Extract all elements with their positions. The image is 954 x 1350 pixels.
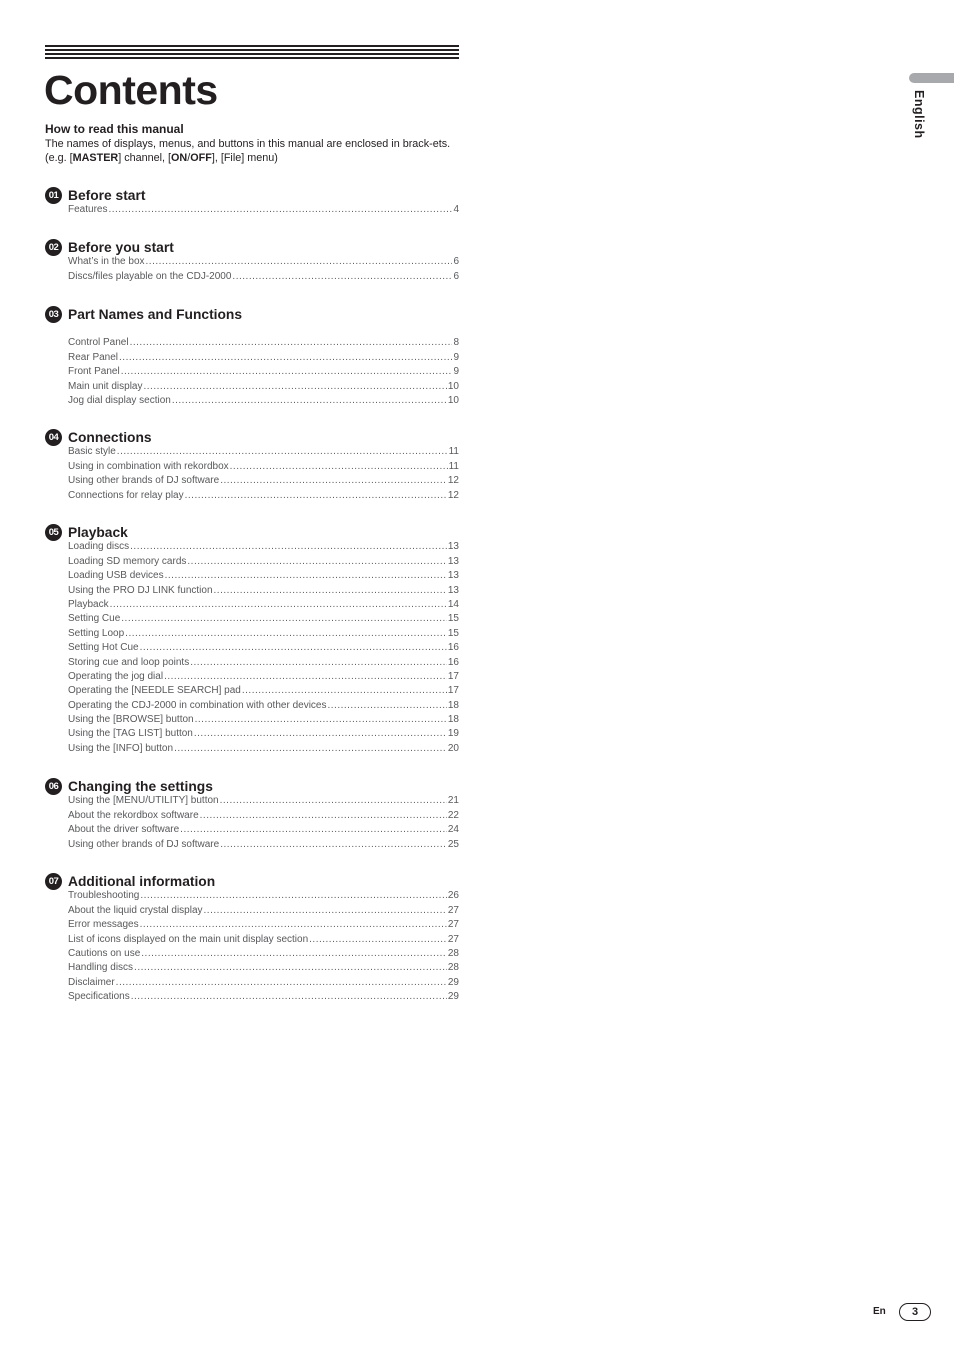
toc-entry-page: 15 [447, 613, 459, 625]
title-rule [45, 45, 459, 59]
toc-entry-page: 18 [447, 699, 459, 711]
section-title: Part Names and Functions [68, 306, 243, 322]
toc-entry[interactable] [68, 835, 459, 849]
dot-leader [220, 475, 447, 486]
toc-entry-page: 22 [447, 809, 459, 821]
toc-entry[interactable] [68, 930, 459, 944]
toc-entry[interactable] [68, 973, 459, 987]
toc-section [45, 238, 459, 282]
toc-entry[interactable] [68, 887, 459, 901]
toc-entry-page: 4 [453, 204, 459, 216]
toc-entry[interactable] [68, 610, 459, 624]
page-title: Contents [44, 67, 218, 113]
intro-text: The names of displays, menus, and buttons in this manual are enclosed in brack-ets. (e.g. [MASTER] channel, [ON/OFF], [File] menu) [45, 138, 451, 164]
section-title: Connections [68, 429, 152, 445]
toc-entry-page: 26 [447, 890, 459, 902]
toc-entry-label: Setting Cue [68, 613, 121, 625]
intro-heading: How to read this manual [45, 122, 184, 136]
toc-entry-page: 13 [447, 570, 459, 582]
dot-leader [204, 905, 447, 916]
toc-entry-label: Troubleshooting [68, 890, 140, 902]
toc-entry[interactable] [68, 472, 459, 486]
dot-leader [195, 714, 447, 725]
toc-entry-page: 10 [447, 394, 459, 406]
toc-entry[interactable] [68, 348, 459, 362]
toc-entry[interactable] [68, 624, 459, 638]
toc-entry-page: 28 [447, 962, 459, 974]
toc-entry[interactable] [68, 639, 459, 653]
toc-entry[interactable] [68, 201, 459, 215]
toc-entry-page: 11 [448, 446, 459, 458]
dot-leader [232, 271, 452, 282]
toc-entry-label: Playback [68, 598, 109, 610]
toc-entry[interactable] [68, 792, 459, 806]
dot-leader [190, 657, 447, 668]
toc-entry-page: 16 [447, 642, 459, 654]
toc-entry[interactable] [68, 725, 459, 739]
toc-entry[interactable] [68, 552, 459, 566]
toc-entry-page: 12 [447, 489, 459, 501]
toc-entry[interactable] [68, 711, 459, 725]
dot-leader [130, 541, 447, 552]
toc-section [45, 777, 459, 850]
toc-entry-label: Jog dial display section [68, 394, 171, 406]
toc-entry-page: 12 [447, 475, 459, 487]
toc-section [45, 872, 459, 1002]
toc-section [45, 428, 459, 501]
toc-entry[interactable] [68, 696, 459, 710]
toc-entry-page: 24 [447, 824, 459, 836]
toc-entry-label: Cautions on use [68, 947, 141, 959]
toc-entry-page: 13 [447, 584, 459, 596]
toc-entry-label: Loading discs [68, 541, 130, 553]
toc-entry[interactable] [68, 596, 459, 610]
section-title: Additional information [68, 873, 216, 889]
dot-leader [130, 337, 453, 348]
toc-entry-label: Main unit display [68, 380, 143, 392]
dot-leader [327, 700, 446, 711]
dot-leader [117, 446, 448, 457]
toc-entry-label: Connections for relay play [68, 489, 184, 501]
toc-entry-page: 29 [447, 976, 459, 988]
toc-entry-label: Using the [TAG LIST] button [68, 728, 193, 740]
toc-entry[interactable] [68, 443, 459, 457]
toc-entry-label: Front Panel [68, 366, 120, 378]
dot-leader [220, 795, 447, 806]
toc-entry-page: 16 [447, 656, 459, 668]
dot-leader [125, 628, 447, 639]
toc-entry-label: Setting Loop [68, 627, 125, 639]
toc-entry-page: 10 [447, 380, 459, 392]
dot-leader [131, 991, 447, 1002]
toc-entry-label: Operating the [NEEDLE SEARCH] pad [68, 685, 241, 697]
chapter-number-badge: 05 [45, 524, 62, 541]
dot-leader [200, 810, 447, 821]
dot-leader [141, 948, 447, 959]
toc-entry-page: 14 [447, 598, 459, 610]
dot-leader [174, 743, 447, 754]
toc-entry-page: 29 [447, 991, 459, 1003]
toc-entry[interactable] [68, 457, 459, 471]
dot-leader [140, 919, 447, 930]
toc-entry-label: Using the PRO DJ LINK function [68, 584, 213, 596]
dot-leader [110, 599, 447, 610]
chapter-number-badge: 02 [45, 239, 62, 256]
toc-entry-page: 27 [447, 904, 459, 916]
toc-entry-page: 9 [453, 366, 459, 378]
toc-entry-page: 17 [447, 685, 459, 697]
toc-entry-label: Using the [INFO] button [68, 742, 174, 754]
toc-section [45, 305, 459, 406]
toc-entry-page: 27 [447, 933, 459, 945]
language-label: English [912, 90, 926, 139]
toc-entry[interactable] [68, 806, 459, 820]
toc-entry-label: Using other brands of DJ software [68, 838, 220, 850]
toc-entry-label: Specifications [68, 991, 130, 1003]
toc-entry-label: Discs/files playable on the CDJ-2000 [68, 270, 232, 282]
toc-section [45, 523, 459, 754]
dot-leader [116, 977, 447, 988]
section-heading[interactable] [45, 305, 459, 323]
toc-entry-page: 9 [453, 351, 459, 363]
chapter-number-badge: 06 [45, 778, 62, 795]
dot-leader [187, 556, 446, 567]
toc-entry[interactable] [68, 363, 459, 377]
toc-entry[interactable] [68, 653, 459, 667]
dot-leader [108, 204, 452, 215]
chapter-number-badge: 04 [45, 429, 62, 446]
toc-entry-page: 15 [447, 627, 459, 639]
toc-entry-label: Basic style [68, 446, 116, 458]
toc-entry-label: Using the [BROWSE] button [68, 714, 194, 726]
toc-entry-page: 27 [447, 919, 459, 931]
toc-entry-label: Operating the jog dial [68, 670, 164, 682]
dot-leader [230, 461, 448, 472]
dot-leader [172, 395, 447, 406]
toc-entry[interactable] [68, 253, 459, 267]
toc-entry-page: 8 [453, 337, 459, 349]
toc-entry[interactable] [68, 901, 459, 915]
section-title: Before you start [68, 239, 174, 255]
dot-leader [140, 642, 447, 653]
toc-entry[interactable] [68, 486, 459, 500]
toc-entry-page: 13 [447, 541, 459, 553]
toc-entry[interactable] [68, 945, 459, 959]
dot-leader [309, 934, 447, 945]
toc-entry[interactable] [68, 538, 459, 552]
dot-leader [121, 366, 453, 377]
dot-leader [143, 381, 446, 392]
toc-entry-page: 6 [453, 256, 459, 268]
toc-entry-page: 19 [447, 728, 459, 740]
toc-section [45, 186, 459, 215]
toc-entry-label: Using in combination with rekordbox [68, 460, 229, 472]
toc-entry-page: 6 [453, 270, 459, 282]
dot-leader [185, 490, 447, 501]
toc-entry[interactable] [68, 916, 459, 930]
toc-entry-label: Error messages [68, 919, 139, 931]
dot-leader [121, 613, 447, 624]
toc-entry-page: 17 [447, 670, 459, 682]
toc-entry[interactable] [68, 739, 459, 753]
chapter-number-badge: 07 [45, 873, 62, 890]
section-title: Changing the settings [68, 778, 213, 794]
toc-entry-label: Rear Panel [68, 351, 119, 363]
toc-entry-label: Operating the CDJ-2000 in combination with other devices [68, 699, 327, 711]
toc-entry-label: Loading SD memory cards [68, 555, 187, 567]
toc-entry[interactable] [68, 682, 459, 696]
toc-entry-label: Using other brands of DJ software [68, 475, 220, 487]
dot-leader [146, 256, 453, 267]
toc-entry[interactable] [68, 267, 459, 281]
toc-entry-label: Loading USB devices [68, 570, 164, 582]
toc-entry[interactable] [68, 567, 459, 581]
dot-leader [140, 890, 447, 901]
dot-leader [242, 685, 447, 696]
toc-entry-label: Features [68, 204, 108, 216]
toc-entry-page: 21 [447, 795, 459, 807]
toc-entry-label: Setting Hot Cue [68, 642, 139, 654]
toc-entry-label: Control Panel [68, 337, 129, 349]
toc-entry[interactable] [68, 377, 459, 391]
page-number: 3 [899, 1303, 931, 1321]
dot-leader [134, 962, 447, 973]
toc-entry-page: 28 [447, 947, 459, 959]
toc-entry[interactable] [68, 821, 459, 835]
toc-entry-label: Using the [MENU/UTILITY] button [68, 795, 219, 807]
toc-entry[interactable] [68, 988, 459, 1002]
section-title: Before start [68, 187, 146, 203]
dot-leader [119, 352, 452, 363]
toc-entry[interactable] [68, 392, 459, 406]
toc-entry[interactable] [68, 668, 459, 682]
toc-entry-page: 13 [447, 555, 459, 567]
toc-entry-page: 11 [448, 460, 459, 472]
toc-entry-page: 20 [447, 742, 459, 754]
chapter-number-badge: 03 [45, 306, 62, 323]
language-tab [909, 73, 954, 83]
chapter-number-badge: 01 [45, 187, 62, 204]
toc-entry-label: Handling discs [68, 962, 134, 974]
toc-entry-label: Disclaimer [68, 976, 115, 988]
dot-leader [164, 671, 447, 682]
dot-leader [194, 728, 447, 739]
toc-entry-page: 18 [447, 714, 459, 726]
toc-entry-page: 25 [447, 838, 459, 850]
dot-leader [214, 585, 447, 596]
section-title: Playback [68, 524, 128, 540]
footer-language: En [873, 1306, 886, 1317]
toc-entry[interactable] [68, 959, 459, 973]
toc-entry-label: Storing cue and loop points [68, 656, 190, 668]
toc-entry-label: About the liquid crystal display [68, 904, 203, 916]
dot-leader [220, 839, 447, 850]
toc-entry[interactable] [68, 581, 459, 595]
toc-entry-label: About the driver software [68, 824, 180, 836]
toc-entry-label: List of icons displayed on the main unit display section [68, 933, 309, 945]
toc-entry-label: What’s in the box [68, 256, 145, 268]
dot-leader [165, 570, 447, 581]
dot-leader [180, 824, 447, 835]
toc-entry-label: About the rekordbox software [68, 809, 199, 821]
toc-entry[interactable] [68, 334, 459, 348]
